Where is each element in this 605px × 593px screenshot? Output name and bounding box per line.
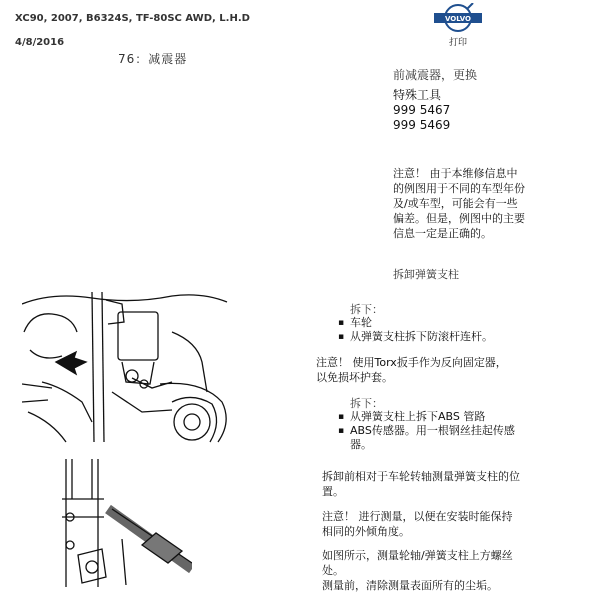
- list-item: ▪ 车轮: [338, 316, 493, 330]
- remove-list: [338, 316, 493, 344]
- figure-paragraph: [322, 548, 522, 593]
- volvo-logo-icon: [430, 3, 486, 33]
- tool-number: 999 5469: [393, 118, 451, 132]
- page-title: 76：减震器: [118, 52, 188, 66]
- list-item: ▪ 从弹簧支柱拆下防滚杆连杆。: [338, 330, 493, 344]
- measure-paragraph: 拆卸前相对于车轮转轴测量弹簧支柱的位置。: [322, 470, 520, 498]
- para-clean: 测量前，清除测量表面所有的尘垢。: [322, 579, 498, 592]
- para-figure: 如图所示，测量轮轴/弹簧支柱上方螺丝处。: [322, 549, 513, 577]
- strut-illustration: [22, 292, 237, 450]
- section-title: 前减震器，更换: [393, 68, 478, 82]
- note-camber: 注意！ 进行测量，以便在安装时能保持相同的外倾角度。: [322, 510, 513, 538]
- remove-label: 拆下：: [350, 397, 383, 410]
- doc-model: XC90, 2007, B6324S, TF-80SC AWD, L.H.D: [15, 13, 250, 24]
- pointer-arrow-icon: [56, 352, 86, 374]
- subsection-title: 拆卸弹簧支柱: [393, 268, 459, 281]
- doc-date: 4/8/2016: [15, 37, 65, 48]
- tool-number: 999 5467: [393, 103, 451, 117]
- brand-logo-text: VOLVO: [445, 15, 471, 23]
- note-torx: 注意！ 使用Torx扳手作为反向固定器，以免损坏护套。: [316, 356, 507, 384]
- special-tools-label: 特殊工具: [393, 88, 442, 102]
- list-item: ▪ 从弹簧支柱上拆下ABS 管路: [338, 410, 518, 424]
- special-tools: [393, 88, 450, 133]
- remove-list: [338, 410, 518, 452]
- note-illustration: 注意！ 由于本维修信息中的例图用于不同的车型年份及/或车型，可能会有一些偏差。但是，例图中的主要信息一定是正确的。: [393, 167, 525, 240]
- print-link[interactable]: 打印: [449, 38, 468, 48]
- measurement-illustration: [22, 459, 192, 587]
- remove-label: 拆下：: [350, 303, 383, 316]
- list-item: ▪ ABS传感器。用一根钢丝挂起传感器。: [338, 424, 518, 452]
